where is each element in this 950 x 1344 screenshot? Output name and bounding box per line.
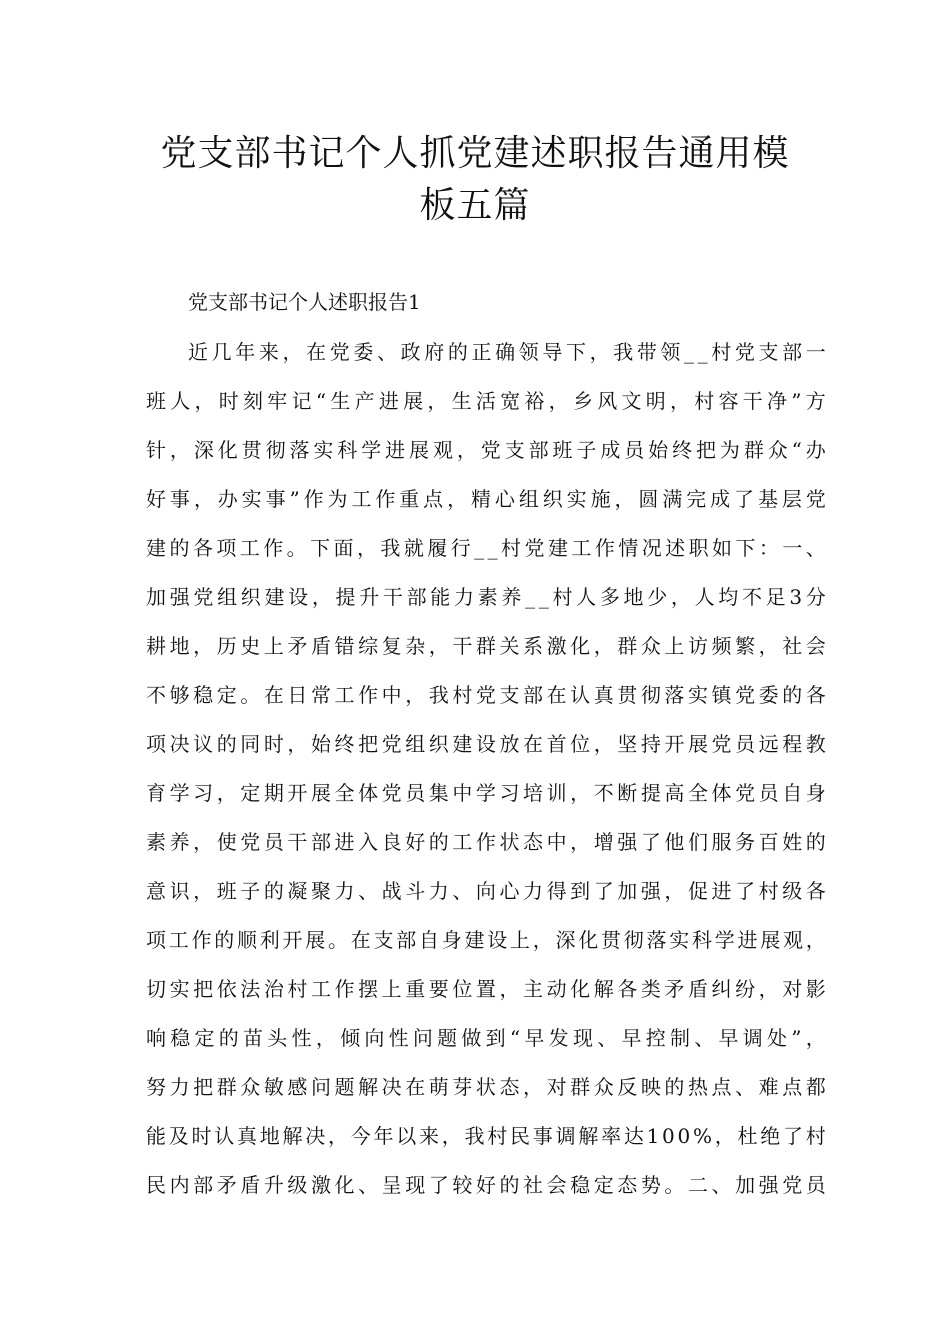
- body-line: 能及时认真地解决，今年以来，我村民事调解率达100%，杜绝了村: [146, 1124, 829, 1148]
- body-line: 意识，班子的凝聚力、战斗力、向心力得到了加强，促进了村级各: [146, 879, 830, 903]
- body-line: 加强党组织建设，提升干部能力素养__村人多地少，人均不足3分: [146, 585, 830, 609]
- body-line: 耕地，历史上矛盾错综复杂，干群关系激化，群众上访频繁，社会: [146, 634, 830, 658]
- title-line-1: 党支部书记个人抓党建述职报告通用模: [160, 133, 790, 174]
- body-line: 好事，办实事”作为工作重点，精心组织实施，圆满完成了基层党: [146, 487, 830, 511]
- body-line: 针，深化贯彻落实科学进展观，党支部班子成员始终把为群众“办: [146, 438, 830, 462]
- body-line: 项工作的顺利开展。在支部自身建设上，深化贯彻落实科学进展观，: [146, 928, 829, 952]
- body-line: 班人，时刻牢记“生产进展，生活宽裕，乡风文明，村容干净”方: [146, 389, 831, 413]
- body-line: 近几年来，在党委、政府的正确领导下，我带领__村党支部一: [188, 340, 830, 364]
- body-line: 民内部矛盾升级激化、呈现了较好的社会稳定态势。二、加强党员: [146, 1173, 830, 1197]
- body-line: 项决议的同时，始终把党组织建设放在首位，坚持开展党员远程教: [146, 732, 830, 756]
- body-line: 素养，使党员干部进入良好的工作状态中，增强了他们服务百姓的: [146, 830, 830, 854]
- title-line-2: 板五篇: [419, 185, 531, 226]
- body-line: 不够稳定。在日常工作中，我村党支部在认真贯彻落实镇党委的各: [146, 683, 830, 707]
- body-line: 响稳定的苗头性，倾向性问题做到“早发现、早控制、早调处”，: [146, 1026, 831, 1050]
- document-title: [120, 128, 830, 232]
- body-line: 切实把依法治村工作摆上重要位置，主动化解各类矛盾纠纷，对影: [146, 977, 830, 1001]
- body-line: 努力把群众敏感问题解决在萌芽状态，对群众反映的热点、难点都: [146, 1075, 830, 1099]
- body-line: 建的各项工作。下面，我就履行__村党建工作情况述职如下：一、: [146, 536, 830, 560]
- report-subheading: 党支部书记个人述职报告1: [188, 290, 421, 314]
- body-line: 育学习，定期开展全体党员集中学习培训，不断提高全体党员自身: [146, 781, 830, 805]
